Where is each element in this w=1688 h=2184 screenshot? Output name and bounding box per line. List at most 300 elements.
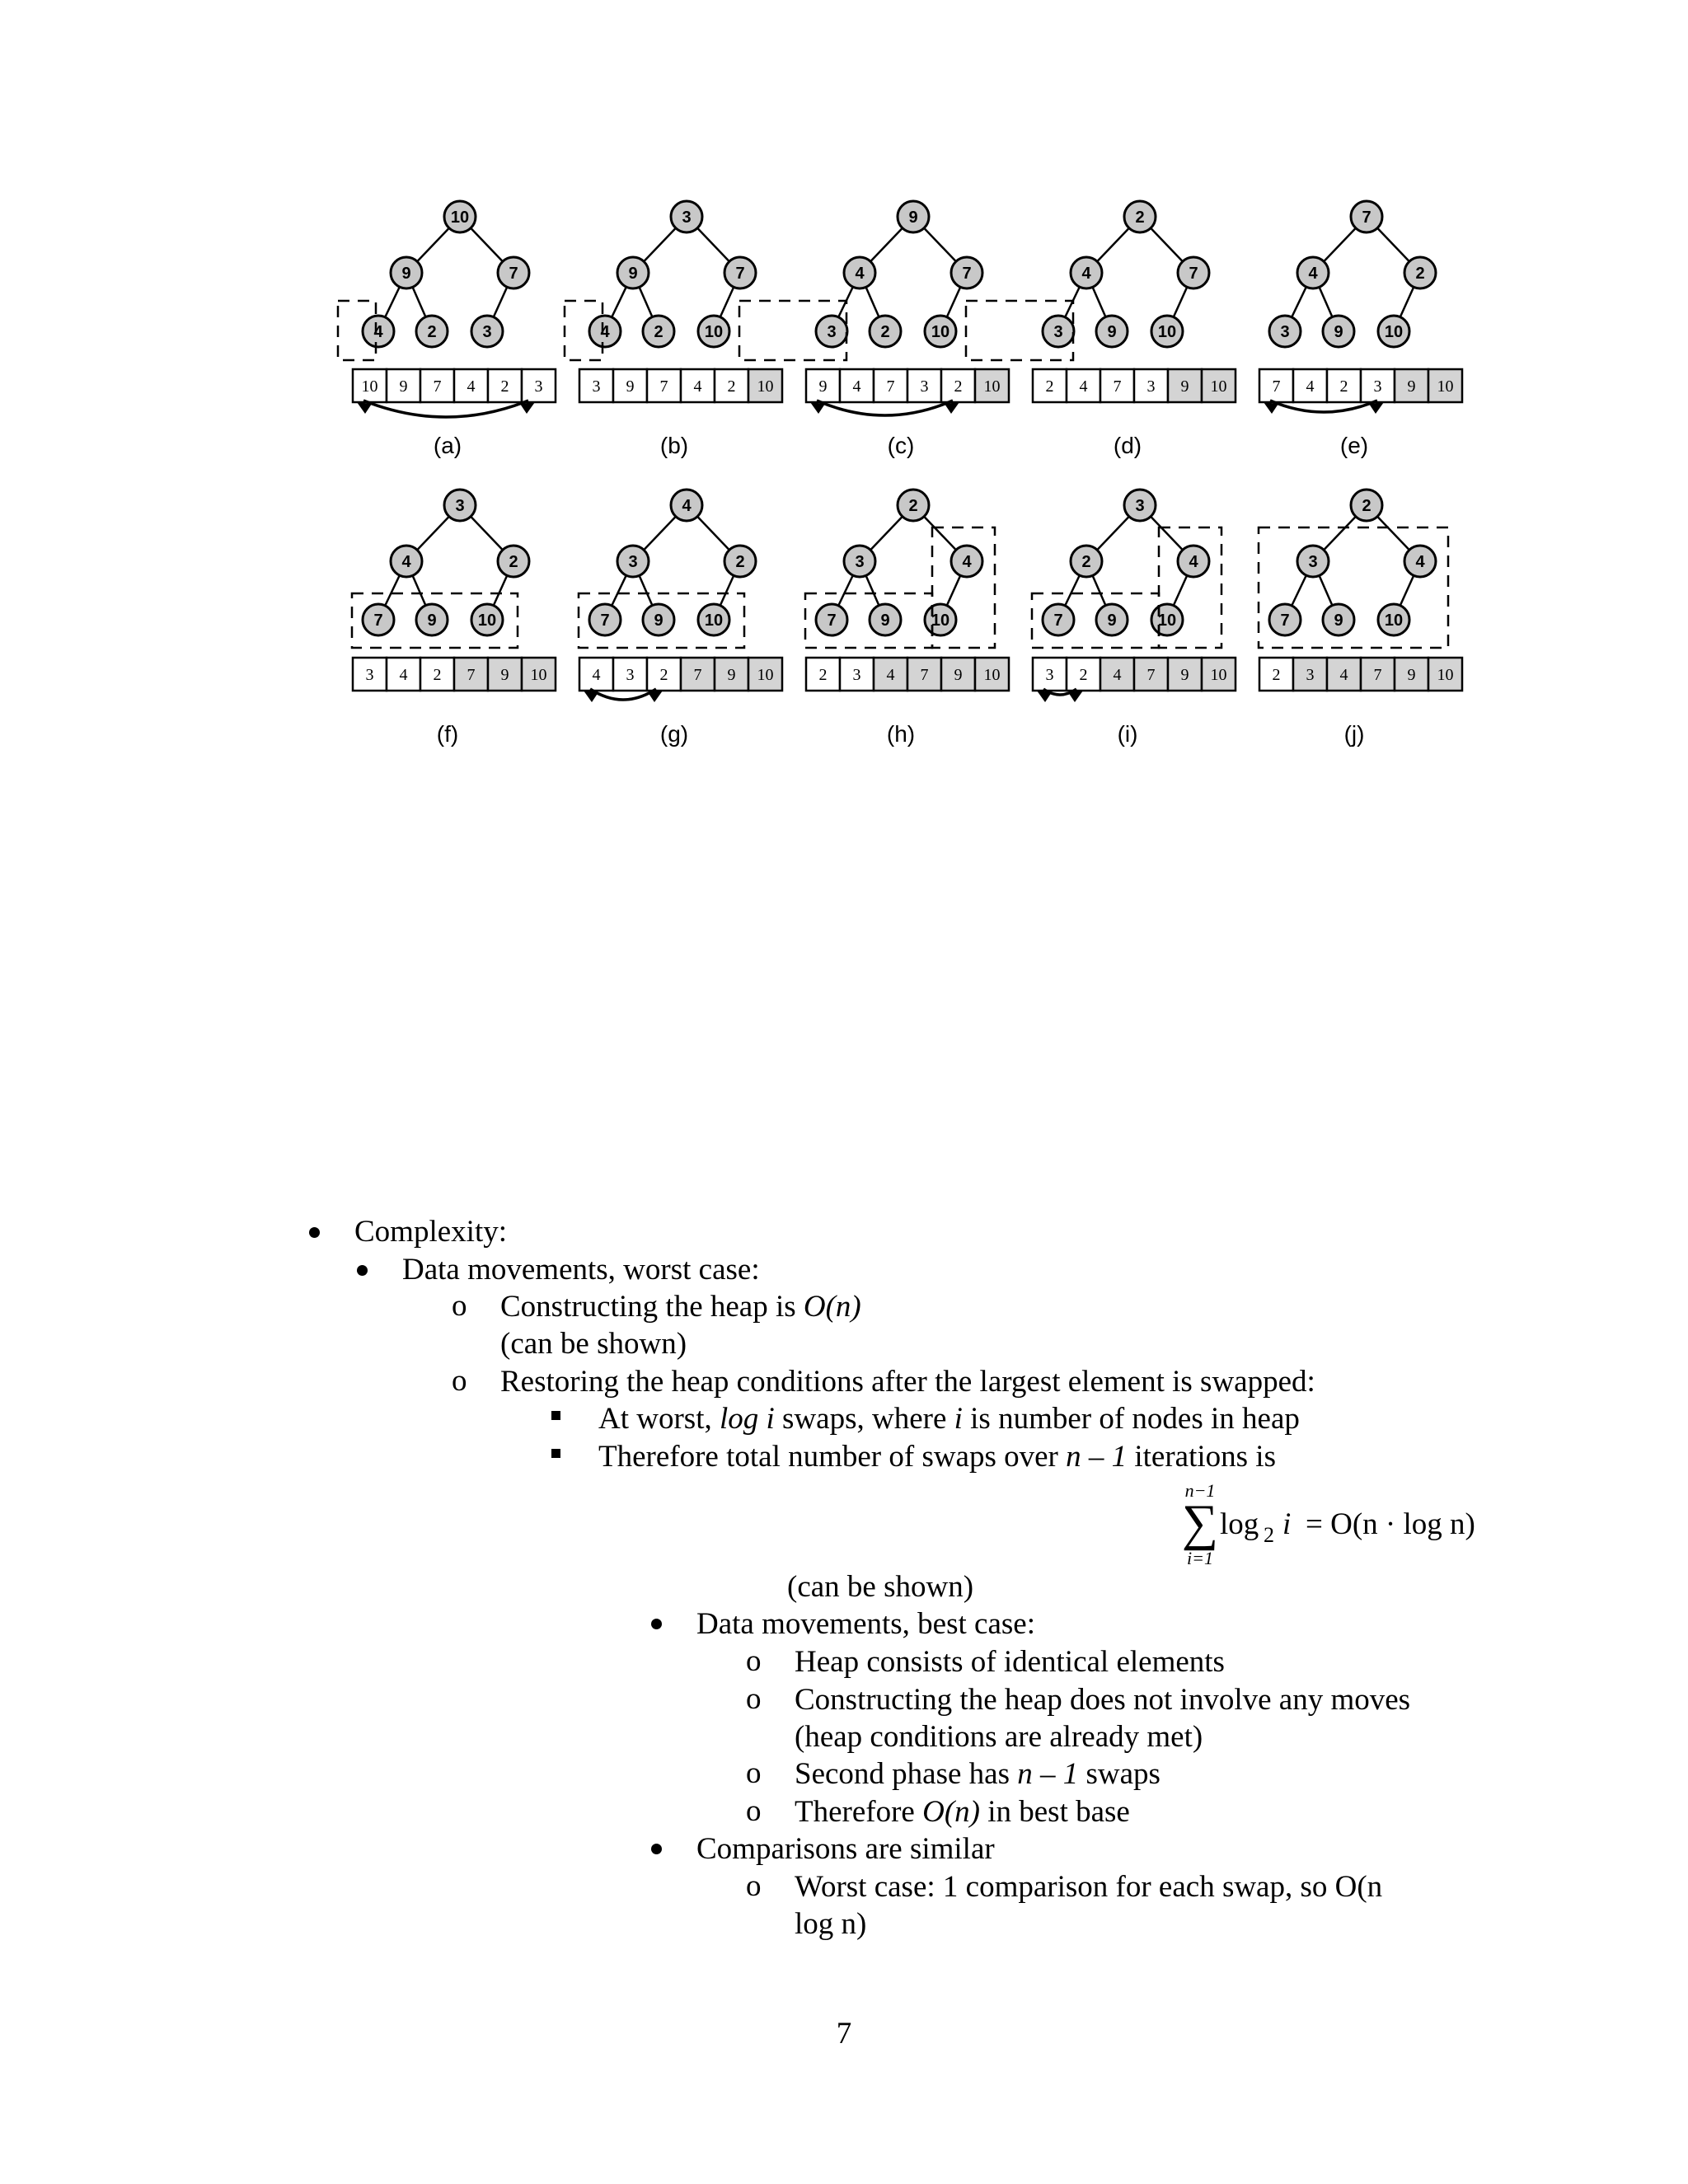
tree-node-value: 4	[1415, 553, 1425, 571]
second-phase-end: swaps	[1078, 1757, 1160, 1791]
tree-node-value: 2	[1362, 497, 1372, 515]
tree-node-value: 9	[628, 265, 638, 283]
best-case-text: Therefore	[795, 1795, 923, 1829]
therefore-text: Therefore total number of swaps over	[598, 1440, 1067, 1474]
array-cell	[1067, 658, 1100, 691]
tree-node-value: 2	[1081, 553, 1091, 571]
array-cell	[874, 369, 907, 402]
arrow-head	[520, 402, 535, 414]
tree-node-value: 3	[855, 553, 865, 571]
array-cell	[1134, 369, 1168, 402]
complexity-heading: Complexity:	[354, 1215, 507, 1249]
arrow-head	[1369, 402, 1384, 414]
heap-panel-b	[338, 201, 782, 458]
tree-node-value: 7	[827, 612, 837, 630]
array-cell-value: 7	[659, 377, 668, 396]
hollow-bullet: o	[746, 1869, 762, 1903]
array-cell-value: 9	[727, 666, 736, 684]
tree-node	[844, 257, 875, 288]
array-cell	[1100, 658, 1134, 691]
bullet-dot	[309, 1227, 320, 1238]
array-cell	[1428, 369, 1462, 402]
tree-node-value: 3	[827, 323, 837, 341]
tree-node-value: 9	[654, 612, 663, 630]
array-cell-value: 2	[818, 666, 828, 684]
array-cell-value: 2	[1339, 377, 1348, 396]
array-cell-value: 7	[886, 377, 895, 396]
array-cell	[353, 658, 387, 691]
data-movements-best: Data movements, best case:	[696, 1607, 1035, 1641]
tree-node-value: 10	[704, 612, 724, 630]
tree-node	[1378, 604, 1409, 635]
at-worst-mid: swaps, where	[774, 1402, 954, 1436]
tree-node	[1071, 546, 1102, 577]
heap-panel-c	[565, 201, 1009, 458]
identical-elements-line: Heap consists of identical elements	[795, 1645, 1225, 1679]
tree-node-value: 2	[735, 553, 745, 571]
second-phase-line	[795, 1755, 1160, 1793]
tree-node-value: 2	[1135, 209, 1145, 227]
hollow-bullet: o	[452, 1364, 467, 1398]
array-cell	[1168, 658, 1202, 691]
array-cell-value: 3	[1373, 377, 1382, 396]
panel-label: (h)	[886, 721, 916, 747]
tree-node-value: 7	[600, 612, 610, 630]
array-cell	[579, 369, 613, 402]
tree-node	[1378, 316, 1409, 347]
best-case-complexity: O(n)	[922, 1795, 980, 1829]
array-cell-value: 4	[1339, 666, 1348, 684]
array-cell-value: 4	[1306, 377, 1315, 396]
array-cell-value: 9	[818, 377, 828, 396]
at-worst-i: i	[954, 1402, 963, 1436]
already-met-line: (heap conditions are already met)	[795, 1720, 1203, 1754]
therefore-end: iterations is	[1127, 1440, 1276, 1474]
array-cell	[420, 369, 454, 402]
array-cell-value: 4	[852, 377, 861, 396]
array-cell	[420, 658, 454, 691]
array-cell	[941, 369, 975, 402]
array-cell-value: 10	[757, 666, 774, 684]
tree-node	[951, 257, 982, 288]
tree-node	[416, 316, 448, 347]
tree-node-value: 7	[962, 265, 972, 283]
tree-node-value: 10	[931, 612, 950, 630]
array-cell-value: 2	[1272, 666, 1281, 684]
tree-node-value: 3	[1053, 323, 1063, 341]
at-worst-log: log i	[719, 1402, 775, 1436]
formula-lower-limit: i=1	[1187, 1548, 1213, 1568]
heap-panel-i	[1032, 490, 1236, 747]
tree-node	[951, 546, 982, 577]
hollow-bullet: o	[746, 1756, 762, 1790]
array-cell-value: 10	[757, 377, 774, 396]
array-cell	[613, 369, 647, 402]
array-cell-value: 3	[534, 377, 543, 396]
tree-node	[471, 604, 503, 635]
tree-node	[671, 201, 702, 232]
tree-node-value: 2	[1415, 265, 1425, 283]
tree-node	[589, 604, 621, 635]
arrow-head	[1068, 691, 1083, 702]
arrow-head	[1037, 691, 1052, 702]
array-cell-value: 2	[1079, 666, 1088, 684]
array-cell	[1202, 369, 1236, 402]
array-cell	[748, 369, 782, 402]
array-cell	[715, 369, 748, 402]
array-cell-value: 7	[920, 666, 929, 684]
array-cell-value: 10	[1210, 666, 1227, 684]
restoring-line: Restoring the heap conditions after the largest element is swapped:	[500, 1365, 1315, 1399]
tree-node	[1124, 490, 1156, 521]
heap-panel-d	[739, 201, 1236, 458]
heap-panel-j	[1259, 490, 1462, 747]
tree-node-value: 9	[1107, 612, 1117, 630]
construct-text: Constructing the heap is	[500, 1290, 804, 1324]
array-cell	[1327, 658, 1361, 691]
array-cell	[681, 369, 715, 402]
array-cell-value: 10	[1437, 666, 1454, 684]
tree-node-value: 10	[1384, 612, 1404, 630]
panel-label: (d)	[1113, 433, 1142, 458]
tree-node-value: 2	[880, 323, 890, 341]
worst-comparison-line-2: log n)	[795, 1907, 867, 1941]
array-cell	[840, 369, 874, 402]
array-cell	[907, 369, 941, 402]
tree-node-value: 10	[704, 323, 724, 341]
construct-complexity: O(n)	[803, 1290, 861, 1324]
array-cell-value: 3	[1306, 666, 1315, 684]
tree-node	[643, 604, 674, 635]
tree-node-value: 7	[1362, 209, 1372, 227]
array-cell	[806, 658, 840, 691]
tree-node-value: 10	[1157, 612, 1177, 630]
array-cell-value: 7	[467, 666, 476, 684]
tree-node	[589, 316, 621, 347]
array-cell-value: 10	[1437, 377, 1454, 396]
constructing-heap-line	[500, 1288, 861, 1326]
array-cell	[1067, 369, 1100, 402]
heap-panel-f	[352, 490, 556, 747]
tree-node	[1151, 316, 1183, 347]
array-cell-value: 4	[693, 377, 702, 396]
array-cell-value: 10	[530, 666, 547, 684]
array-cell	[454, 369, 488, 402]
tree-node-value: 4	[855, 265, 865, 283]
panel-label: (g)	[659, 721, 689, 747]
second-phase-n: n – 1	[1017, 1757, 1079, 1791]
tree-node-value: 3	[455, 497, 465, 515]
array-cell	[353, 369, 387, 402]
tree-node-value: 2	[427, 323, 437, 341]
array-cell	[806, 369, 840, 402]
tree-node-value: 4	[1308, 265, 1318, 283]
tree-node	[816, 604, 847, 635]
array-cell-value: 2	[954, 377, 963, 396]
array-cell	[1395, 369, 1428, 402]
tree-node	[844, 546, 875, 577]
tree-node-value: 4	[1081, 265, 1091, 283]
tree-node	[643, 316, 674, 347]
tree-node	[498, 546, 529, 577]
array-cell	[1100, 369, 1134, 402]
array-cell-value: 2	[659, 666, 668, 684]
array-cell	[1428, 658, 1462, 691]
tree-node-value: 3	[682, 209, 692, 227]
can-be-shown-2: (can be shown)	[787, 1570, 974, 1604]
array-cell	[681, 658, 715, 691]
tree-node-value: 10	[477, 612, 497, 630]
tree-node	[1178, 546, 1209, 577]
array-cell	[975, 658, 1009, 691]
panel-label: (j)	[1343, 721, 1365, 747]
tree-node	[617, 546, 649, 577]
heap-panel-h	[805, 490, 1009, 747]
tree-node	[363, 604, 394, 635]
best-case-line	[795, 1793, 1130, 1831]
tree-node-value: 7	[1189, 265, 1198, 283]
tree-node	[816, 316, 847, 347]
tree-node-value: 9	[880, 612, 890, 630]
array-cell-value: 9	[500, 666, 509, 684]
tree-node-value: 9	[427, 612, 437, 630]
tree-node-value: 9	[1334, 323, 1343, 341]
second-phase-text: Second phase has	[795, 1757, 1018, 1791]
array-cell	[1361, 369, 1395, 402]
tree-node	[471, 316, 503, 347]
array-cell	[387, 658, 420, 691]
tree-node	[498, 257, 529, 288]
array-cell-value: 3	[626, 666, 635, 684]
array-cell-value: 4	[467, 377, 476, 396]
tree-node	[925, 316, 956, 347]
tree-node	[724, 257, 756, 288]
array-cell	[1361, 658, 1395, 691]
bullet-dot	[651, 1619, 662, 1629]
tree-node	[391, 257, 422, 288]
tree-node-value: 3	[628, 553, 638, 571]
tree-node	[1043, 604, 1074, 635]
array-cell	[1033, 658, 1067, 691]
worst-comparison-line-1: Worst case: 1 comparison for each swap, so O(n	[795, 1870, 1383, 1904]
tree-node	[1096, 604, 1128, 635]
array-cell	[1293, 658, 1327, 691]
tree-node-value: 4	[600, 323, 610, 341]
array-cell-value: 4	[399, 666, 408, 684]
tree-node-value: 3	[1308, 553, 1318, 571]
array-cell	[1202, 658, 1236, 691]
tree-node	[1404, 546, 1436, 577]
therefore-line	[598, 1438, 1276, 1476]
array-cell-value: 10	[983, 666, 1001, 684]
array-cell	[1134, 658, 1168, 691]
tree-node-value: 10	[1384, 323, 1404, 341]
tree-node-value: 9	[908, 209, 918, 227]
tree-node-value: 9	[401, 265, 411, 283]
arrow-head	[357, 402, 372, 414]
array-cell-value: 9	[954, 666, 963, 684]
bullet-dot	[357, 1265, 368, 1276]
best-case-end: in best base	[979, 1795, 1130, 1829]
tree-node-value: 2	[908, 497, 918, 515]
tree-node	[1178, 257, 1209, 288]
arrow-head	[945, 402, 959, 414]
hollow-bullet: o	[746, 1794, 762, 1828]
array-cell	[522, 658, 556, 691]
tree-node	[898, 490, 929, 521]
array-cell	[715, 658, 748, 691]
tree-node	[925, 604, 956, 635]
sum-formula	[1170, 1480, 1484, 1571]
array-cell-value: 4	[886, 666, 895, 684]
tree-node-value: 9	[1334, 612, 1343, 630]
array-cell-value: 3	[592, 377, 601, 396]
hollow-bullet: o	[452, 1289, 467, 1323]
tree-node	[1297, 546, 1329, 577]
array-cell	[1259, 658, 1293, 691]
array-cell	[1168, 369, 1202, 402]
arrow-head	[584, 691, 598, 702]
tree-node	[1351, 201, 1382, 232]
data-movements-worst: Data movements, worst case:	[402, 1253, 760, 1286]
array-cell	[1033, 369, 1067, 402]
tree-node-value: 7	[509, 265, 518, 283]
array-cell	[1259, 369, 1293, 402]
array-cell	[488, 658, 522, 691]
array-cell	[907, 658, 941, 691]
tree-node-value: 2	[654, 323, 663, 341]
array-cell	[1395, 658, 1428, 691]
array-cell-value: 2	[727, 377, 736, 396]
array-cell-value: 10	[983, 377, 1001, 396]
tree-node	[363, 316, 394, 347]
array-cell-value: 10	[1210, 377, 1227, 396]
tree-node	[1096, 316, 1128, 347]
tree-node-value: 7	[1053, 612, 1063, 630]
tree-node-value: 10	[931, 323, 950, 341]
tree-node-value: 3	[1280, 323, 1290, 341]
tree-node	[698, 316, 729, 347]
tree-node	[724, 546, 756, 577]
tree-node	[898, 201, 929, 232]
array-cell-value: 9	[1407, 666, 1416, 684]
array-cell-value: 7	[1146, 666, 1156, 684]
array-cell	[840, 658, 874, 691]
formula-log-base: 2	[1264, 1523, 1274, 1547]
arrow-head	[648, 691, 663, 702]
square-bullet	[551, 1411, 560, 1420]
tree-node	[1323, 604, 1354, 635]
tree-node	[1323, 316, 1354, 347]
tree-node	[698, 604, 729, 635]
array-cell	[874, 658, 907, 691]
array-cell-value: 7	[1272, 377, 1281, 396]
array-cell	[613, 658, 647, 691]
array-cell	[975, 369, 1009, 402]
panel-label: (f)	[436, 721, 459, 747]
array-cell-value: 3	[920, 377, 929, 396]
array-cell	[941, 658, 975, 691]
formula-upper-limit: n−1	[1184, 1480, 1216, 1501]
at-worst-end: is number of nodes in heap	[962, 1402, 1300, 1436]
array-cell	[748, 658, 782, 691]
formula-sigma: ∑	[1181, 1495, 1219, 1551]
tree-node-value: 4	[682, 497, 692, 515]
tree-node	[1297, 257, 1329, 288]
array-cell-value: 3	[365, 666, 374, 684]
tree-node	[671, 490, 702, 521]
heap-panel-g	[579, 490, 782, 747]
array-cell	[647, 369, 681, 402]
arrow-head	[810, 402, 825, 414]
array-cell-value: 7	[1373, 666, 1382, 684]
tree-node	[1151, 604, 1183, 635]
tree-node	[1404, 257, 1436, 288]
tree-node	[416, 604, 448, 635]
array-cell-value: 10	[361, 377, 378, 396]
tree-node-value: 7	[735, 265, 745, 283]
tree-node-value: 4	[401, 553, 411, 571]
array-cell-value: 9	[1180, 377, 1189, 396]
therefore-n: n – 1	[1066, 1440, 1128, 1474]
tree-node	[391, 546, 422, 577]
tree-node-value: 3	[1135, 497, 1145, 515]
tree-node	[444, 201, 476, 232]
array-cell-value: 2	[500, 377, 509, 396]
array-cell-value: 4	[1079, 377, 1088, 396]
at-worst-line	[598, 1400, 1300, 1438]
tree-node-value: 2	[509, 553, 518, 571]
tree-node	[870, 604, 901, 635]
bullet-dot	[651, 1844, 662, 1854]
array-cell-value: 4	[1113, 666, 1122, 684]
tree-node-value: 4	[373, 323, 383, 341]
array-cell-value: 2	[433, 666, 442, 684]
array-cell	[488, 369, 522, 402]
array-cell	[387, 369, 420, 402]
formula-i: i	[1282, 1507, 1292, 1541]
array-cell-value: 9	[1407, 377, 1416, 396]
array-cell	[647, 658, 681, 691]
square-bullet	[551, 1449, 560, 1458]
heapsort-figure	[0, 0, 1688, 791]
array-cell-value: 7	[1113, 377, 1122, 396]
tree-node-value: 10	[1157, 323, 1177, 341]
tree-node	[1351, 490, 1382, 521]
array-cell-value: 9	[399, 377, 408, 396]
at-worst-text: At worst,	[598, 1402, 720, 1436]
panel-label: (i)	[1117, 721, 1138, 747]
array-cell-value: 7	[693, 666, 702, 684]
formula-log: log	[1220, 1507, 1259, 1541]
array-cell-value: 9	[626, 377, 635, 396]
array-cell	[522, 369, 556, 402]
arrow-head	[1264, 402, 1278, 414]
array-cell-value: 3	[1146, 377, 1156, 396]
tree-node	[1269, 316, 1301, 347]
page-number: 7	[836, 2017, 852, 2050]
array-cell-value: 3	[852, 666, 861, 684]
tree-node-value: 10	[450, 209, 470, 227]
tree-node	[870, 316, 901, 347]
tree-node	[1269, 604, 1301, 635]
panel-label: (e)	[1339, 433, 1369, 458]
array-cell	[1293, 369, 1327, 402]
panel-label: (b)	[659, 433, 689, 458]
can-be-shown-1: (can be shown)	[500, 1327, 687, 1361]
heap-panel-e	[966, 201, 1462, 458]
tree-node-value: 3	[482, 323, 492, 341]
